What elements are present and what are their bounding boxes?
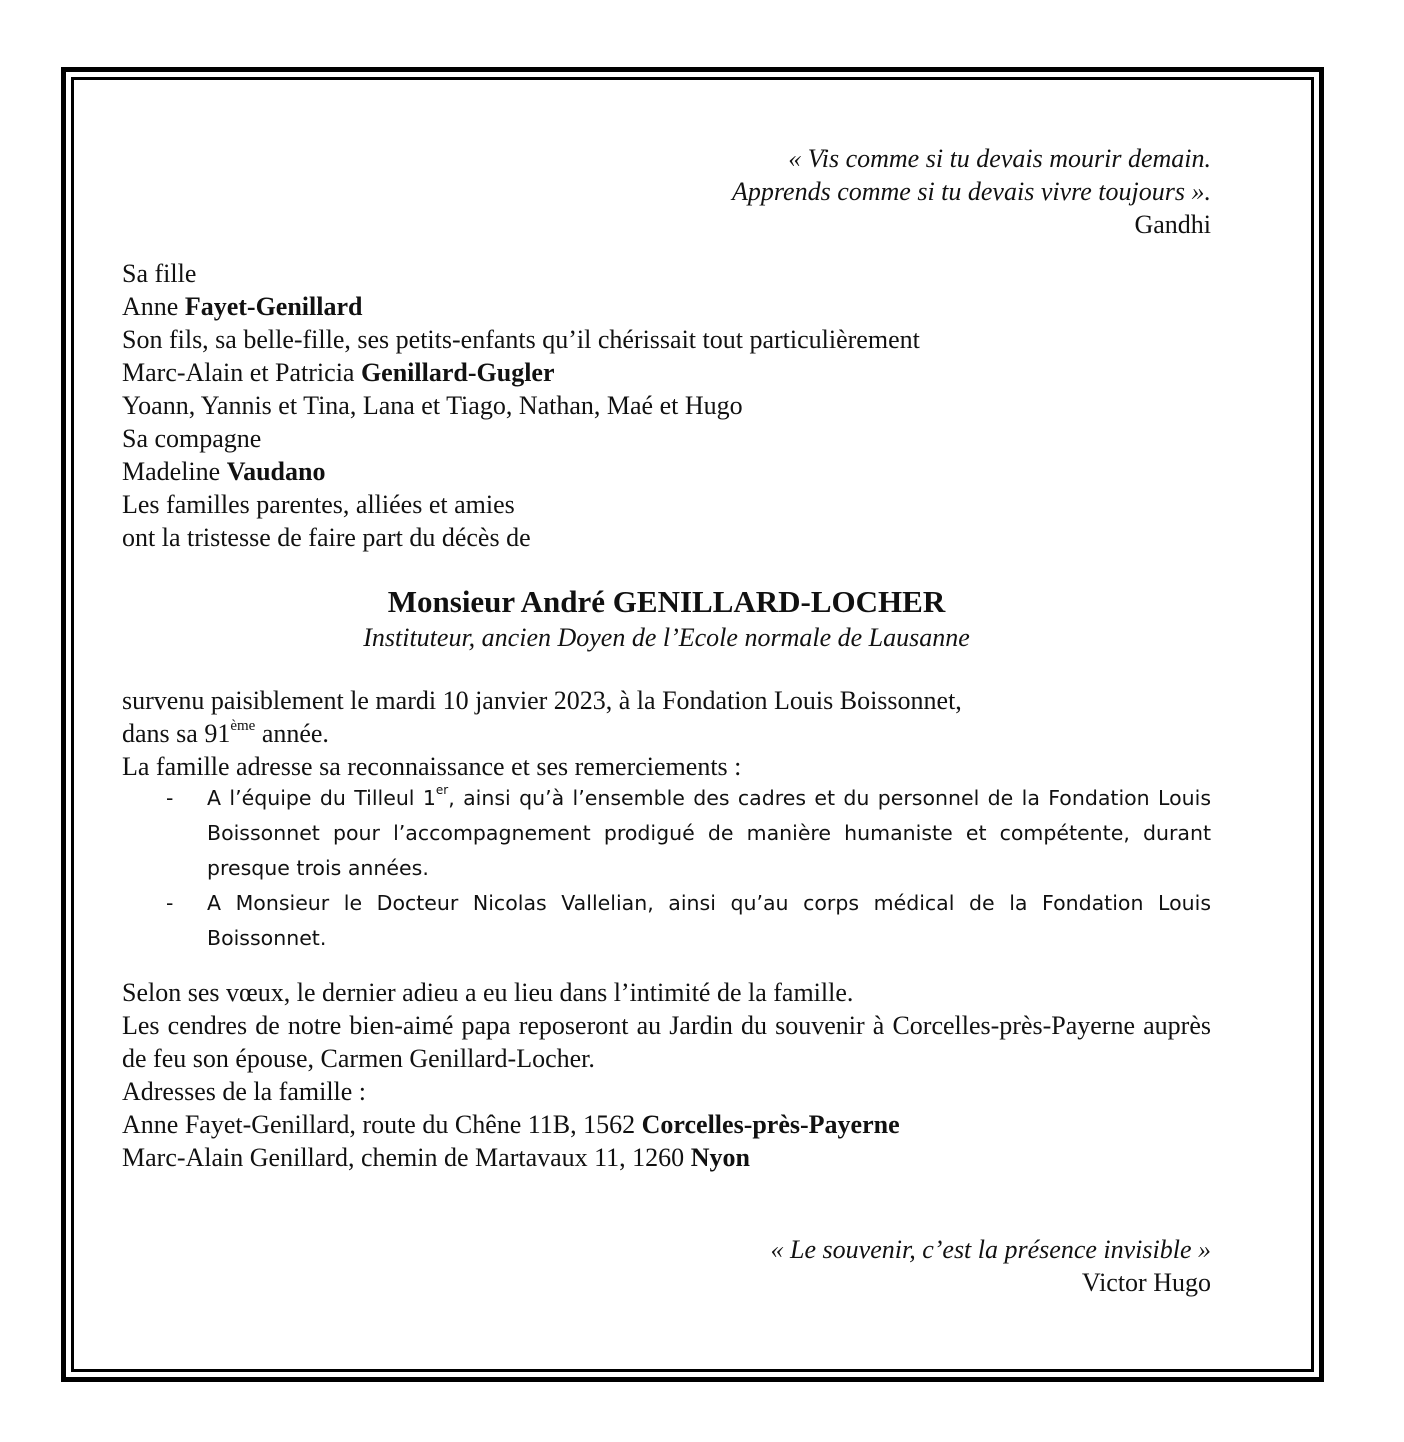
thanks-item-1 <box>166 781 1211 886</box>
daughter-label: Sa fille <box>122 259 197 288</box>
son-first-names: Marc-Alain et Patricia <box>122 358 355 387</box>
address-2-city: Nyon <box>690 1143 750 1172</box>
thanks-2-text: A Monsieur le Docteur Nicolas Vallelian, ainsi qu’au corps médical de la Fondation Louis Boissonnet. <box>207 891 1211 950</box>
son-last-name: Genillard-Gugler <box>360 358 555 387</box>
ashes: Les cendres de notre bien-aimé papa reposeront au Jardin du souvenir à Corcelles-près-Payerne auprès de feu son épouse, Carmen Genillard-Locher. <box>122 1011 1211 1073</box>
thanks-1-superscript: er <box>435 783 449 798</box>
age-suffix: année. <box>255 719 329 748</box>
address-2 <box>122 1141 1211 1174</box>
son-name <box>122 356 1211 389</box>
age-prefix: dans sa 91 <box>122 719 231 748</box>
grandchildren: Yoann, Yannis et Tina, Lana et Tiago, Nathan, Maé et Hugo <box>122 391 743 420</box>
quote-top-author: Gandhi <box>1134 210 1211 239</box>
partner-first-name: Madeline <box>122 457 221 486</box>
thanks-1-text-a: A l’équipe du Tilleul 1 <box>207 786 436 810</box>
death-line: survenu paisiblement le mardi 10 janvier 2023, à la Fondation Louis Boissonnet, <box>122 686 962 715</box>
quote-top-line1: « Vis comme si tu devais mourir demain. <box>788 144 1211 173</box>
address-1 <box>122 1108 1211 1141</box>
partner-name <box>122 455 1211 488</box>
deceased-role: Instituteur, ancien Doyen de l’Ecole normale de Lausanne <box>363 623 970 652</box>
age-superscript: ème <box>230 718 256 735</box>
deceased-name: Monsieur André GENILLARD-LOCHER <box>387 584 946 619</box>
addresses-label: Adresses de la famille : <box>122 1077 367 1106</box>
son-label: Son fils, sa belle-fille, ses petits-enfants qu’il chérissait tout particulièrement <box>122 325 920 354</box>
partner-last-name: Vaudano <box>226 457 326 486</box>
thanks-item-2 <box>166 886 1211 956</box>
daughter-name <box>122 290 1211 323</box>
daughter-last-name: Fayet-Genillard <box>184 292 363 321</box>
daughter-first-name: Anne <box>122 292 179 321</box>
thanks-1-text-b: , ainsi qu’à l’ensemble des cadres et du personnel de la Fondation Louis Boissonnet pour l’accompagnement prodigué de manière humaniste et compétente, durant presque trois années. <box>207 786 1211 880</box>
list-dash: - <box>166 786 174 810</box>
address-2-street: Marc-Alain Genillard, chemin de Martavaux 11, 1260 <box>122 1143 691 1172</box>
age-line <box>122 717 1211 750</box>
farewell: Selon ses vœux, le dernier adieu a eu lieu dans l’intimité de la famille. <box>122 978 854 1007</box>
address-1-street: Anne Fayet-Genillard, route du Chêne 11B, 1562 <box>122 1110 642 1139</box>
quote-bottom-line: « Le souvenir, c’est la présence invisible » <box>770 1235 1211 1264</box>
announcement: ont la tristesse de faire part du décès de <box>122 523 531 552</box>
address-1-city: Corcelles-près-Payerne <box>641 1110 900 1139</box>
list-dash: - <box>166 891 174 915</box>
partner-label: Sa compagne <box>122 424 262 453</box>
thanks-intro: La famille adresse sa reconnaissance et ses remerciements : <box>122 752 742 781</box>
quote-top-line2: Apprends comme si tu devais vivre toujours ». <box>732 177 1211 206</box>
quote-bottom-author: Victor Hugo <box>1081 1268 1211 1297</box>
relatives: Les familles parentes, alliées et amies <box>122 490 515 519</box>
